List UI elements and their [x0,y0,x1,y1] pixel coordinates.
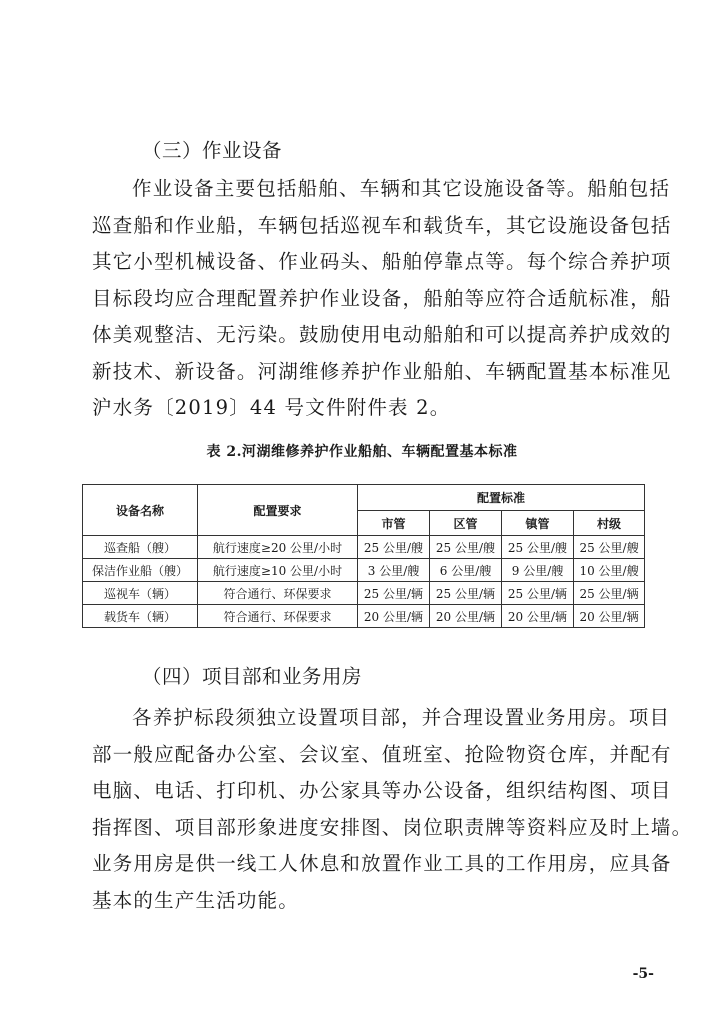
paragraph-line: 新技术、新设备。河湖维修养护作业船舶、车辆配置基本标准见 [92,359,672,383]
cell-device-name: 巡视车（辆） [83,582,198,605]
cell-value: 25 公里/艘 [358,536,430,559]
cell-value: 3 公里/艘 [358,559,430,582]
cell-device-name: 载货车（辆） [83,605,198,628]
cell-value: 25 公里/艘 [574,536,645,559]
header-level-city: 市管 [358,511,430,536]
cell-value: 9 公里/艘 [502,559,574,582]
equipment-config-table [82,484,645,628]
cell-requirement: 航行速度≥10 公里/小时 [198,559,358,582]
paragraph-line: 基本的生产生活功能。 [92,888,300,912]
header-level-village: 村级 [574,511,645,536]
paragraph-line: 各养护标段须独立设置项目部，并合理设置业务用房。项目 [132,706,671,729]
page-number: -5- [632,966,654,982]
header-requirement: 配置要求 [198,485,358,536]
cell-value: 25 公里/辆 [502,582,574,605]
table-row [83,536,645,559]
cell-requirement: 符合通行、环保要求 [198,582,358,605]
section-3-paragraph [92,171,672,427]
table-title: 表 2.河湖维修养护作业船舶、车辆配置基本标准 [206,444,518,460]
cell-value: 20 公里/辆 [358,605,430,628]
header-level-town: 镇管 [502,511,574,536]
cell-requirement: 符合通行、环保要求 [198,605,358,628]
paragraph-line: 作业设备主要包括船舶、车辆和其它设施设备等。船舶包括 [132,177,671,200]
paragraph-line: 巡查船和作业船，车辆包括巡视车和载货车，其它设施设备包括 [92,213,672,237]
cell-value: 25 公里/艘 [430,536,502,559]
header-level-district: 区管 [430,511,502,536]
header-device-name: 设备名称 [83,485,198,536]
paragraph-line: 目标段均应合理配置养护作业设备，船舶等应符合适航标准，船 [92,286,672,310]
header-standard: 配置标准 [358,485,645,511]
cell-value: 20 公里/辆 [574,605,645,628]
cell-value: 25 公里/艘 [502,536,574,559]
table-row [83,582,645,605]
cell-value: 10 公里/艘 [574,559,645,582]
section-heading-3: （三）作业设备 [142,139,283,162]
cell-value: 20 公里/辆 [502,605,574,628]
cell-requirement: 航行速度≥20 公里/小时 [198,536,358,559]
table-row [83,605,645,628]
paragraph-line: 沪水务〔2019〕44 号文件附件表 2。 [92,396,451,419]
cell-device-name: 巡查船（艘） [83,536,198,559]
cell-value: 20 公里/辆 [430,605,502,628]
section-4-paragraph [92,700,693,919]
cell-value: 25 公里/辆 [358,582,430,605]
cell-value: 6 公里/艘 [430,559,502,582]
paragraph-line: 体美观整洁、无污染。鼓励使用电动船舶和可以提高养护成效的 [92,323,672,346]
paragraph-line: 其它小型机械设备、作业码头、船舶停靠点等。每个综合养护项 [92,250,672,273]
cell-value: 25 公里/辆 [574,582,645,605]
paragraph-line: 部一般应配备办公室、会议室、值班室、抢险物资仓库，并配有 [92,742,672,766]
cell-device-name: 保洁作业船（艘） [83,559,198,582]
cell-value: 25 公里/辆 [430,582,502,605]
table-row [83,559,645,582]
section-heading-4: （四）项目部和业务用房 [142,665,363,688]
paragraph-line: 业务用房是供一线工人休息和放置作业工具的工作用房，应具备 [92,852,672,875]
paragraph-line: 电脑、电话、打印机、办公家具等办公设备，组织结构图、项目 [92,779,672,802]
paragraph-line: 指挥图、项目部形象进度安排图、岗位职责牌等资料应及时上墙。 [92,815,693,839]
